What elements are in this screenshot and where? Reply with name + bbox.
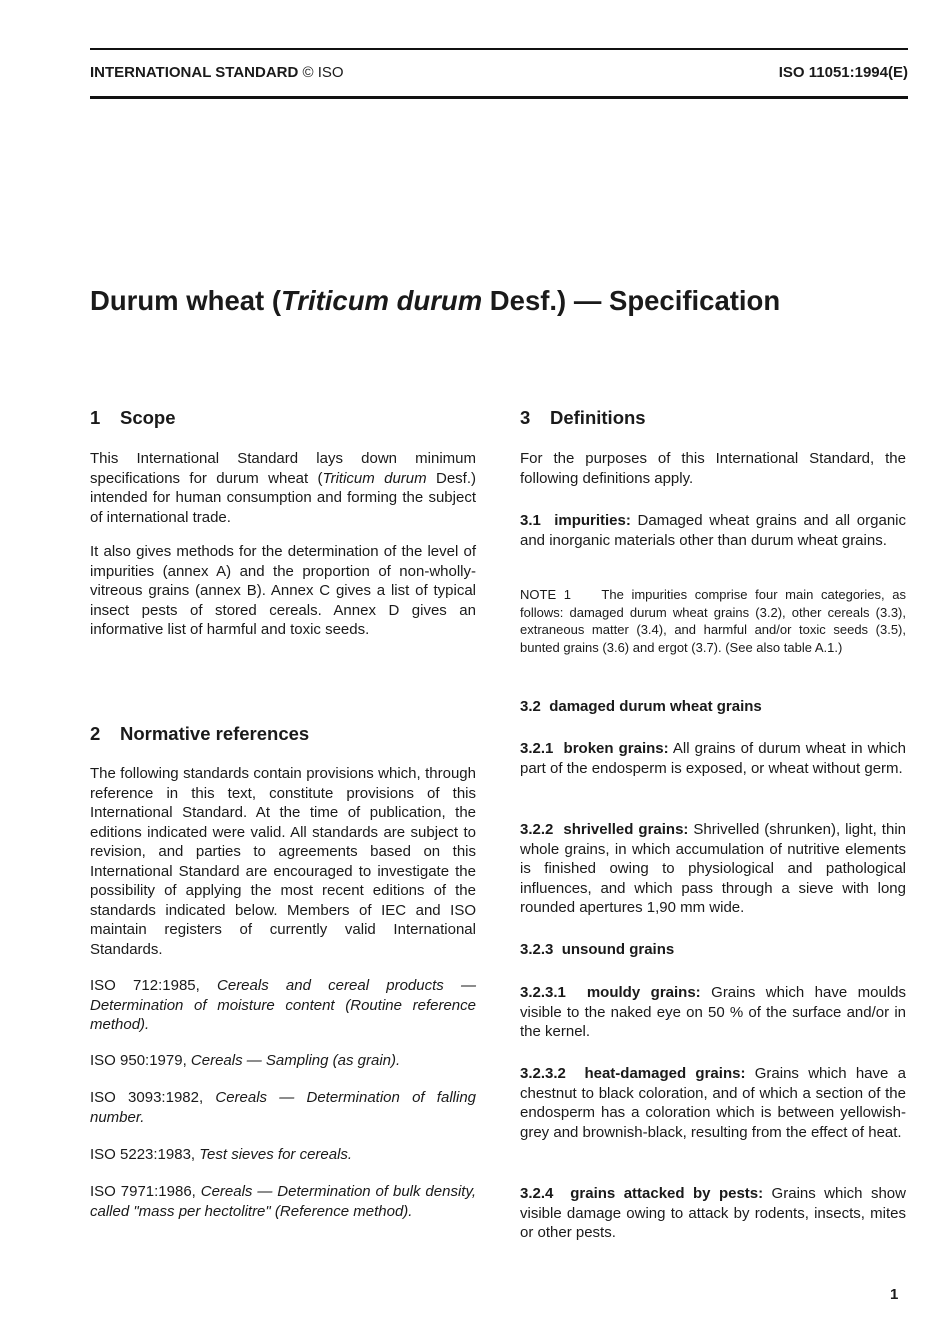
section-heading-definitions: 3 Definitions bbox=[520, 407, 646, 428]
reference-item: ISO 7971:1986, Cereals — Determination of bulk density, called "mass per hectolitre" (Reference method). bbox=[90, 1183, 476, 1220]
section-heading-scope: 1 Scope bbox=[90, 407, 176, 428]
definition-3-2-4: 3.2.4 grains attacked by pests: Grains which show visible damage owing to attack by rodents, insects, mites or other pests. bbox=[520, 1185, 906, 1241]
header-top-rule bbox=[90, 48, 908, 50]
header-standard-type: INTERNATIONAL STANDARD bbox=[90, 64, 299, 81]
definition-3-2-3-2: 3.2.3.2 heat-damaged grains: Grains which have a chestnut to black coloration, and of which a section of the endosperm has a coloration which is between yellowish-grey and brownish-black, resulting from the effect of heat. bbox=[520, 1065, 906, 1141]
page-title: Durum wheat (Triticum durum Desf.) — Specification bbox=[90, 285, 781, 316]
page-number: 1 bbox=[890, 1286, 899, 1303]
header-bottom-rule bbox=[90, 96, 908, 99]
definition-3-1: 3.1 impurities: Damaged wheat grains and all organic and inorganic materials other than durum wheat grains. bbox=[520, 512, 906, 549]
header-copyright: © ISO bbox=[302, 64, 344, 81]
scope-paragraph-2: It also gives methods for the determination of the level of impurities (annex A) and the proportion of non-wholly-vitreous grains (annex B). Annex C gives a list of typical insect pests of stored cereals. Annex D gives an informative list of harmful and toxic seeds. bbox=[90, 543, 476, 638]
definition-3-2-1: 3.2.1 broken grains: All grains of durum wheat in which part of the endosperm is exposed, or wheat without germ. bbox=[520, 740, 907, 777]
definition-3-2-2: 3.2.2 shrivelled grains: Shrivelled (shrunken), light, thin whole grains, in which accumulation of nutritive elements is finished owing to physiological and pathological influences, and which pass through a sieve with long rounded apertures 1,90 mm wide. bbox=[520, 821, 906, 916]
section-heading-normative-references: 2 Normative references bbox=[90, 723, 310, 744]
definition-3-2-3: 3.2.3 unsound grains bbox=[520, 941, 675, 958]
reference-item: ISO 5223:1983, Test sieves for cereals. bbox=[90, 1146, 353, 1163]
header-doc-number: ISO 11051:1994(E) bbox=[778, 64, 908, 81]
definition-3-2-3-1: 3.2.3.1 mouldy grains: Grains which have moulds visible to the naked eye on 50 % of the surface and/or in the kernel. bbox=[520, 984, 906, 1040]
reference-item: ISO 950:1979, Cereals — Sampling (as grain). bbox=[90, 1052, 401, 1069]
definitions-intro: For the purposes of this International Standard, the following definitions apply. bbox=[520, 450, 906, 487]
reference-item: ISO 3093:1982, Cereals — Determination of falling number. bbox=[90, 1089, 477, 1126]
definition-3-2: 3.2 damaged durum wheat grains bbox=[520, 698, 762, 715]
normative-intro: The following standards contain provisions which, through reference in this text, constitute provisions of this International Standard. At the time of publication, the editions indicated were valid. All standards are subject to revision, and parties to agreements based on this International Standard are encouraged to investigate the possibility of applying the most recent editions of the standards indicated below. Members of IEC and ISO maintain registers of currently valid International Standards. bbox=[90, 765, 476, 958]
reference-item: ISO 712:1985, Cereals and cereal products — Determination of moisture content (Routine reference method). bbox=[90, 977, 476, 1033]
scope-paragraph-1: This International Standard lays down minimum specifications for durum wheat (Triticum durum Desf.) intended for human consumption and forming the subject of international trade. bbox=[90, 450, 476, 526]
note-1: NOTE 1 The impurities comprise four main categories, as follows: damaged durum wheat grains (3.2), other cereals (3.3), extraneous matter (3.4), and harmful and/or toxic seeds (3.5), bunted grains (3.6) and ergot (3.7). (See also table A.1.) bbox=[520, 587, 910, 655]
header-standard-label bbox=[90, 64, 344, 81]
